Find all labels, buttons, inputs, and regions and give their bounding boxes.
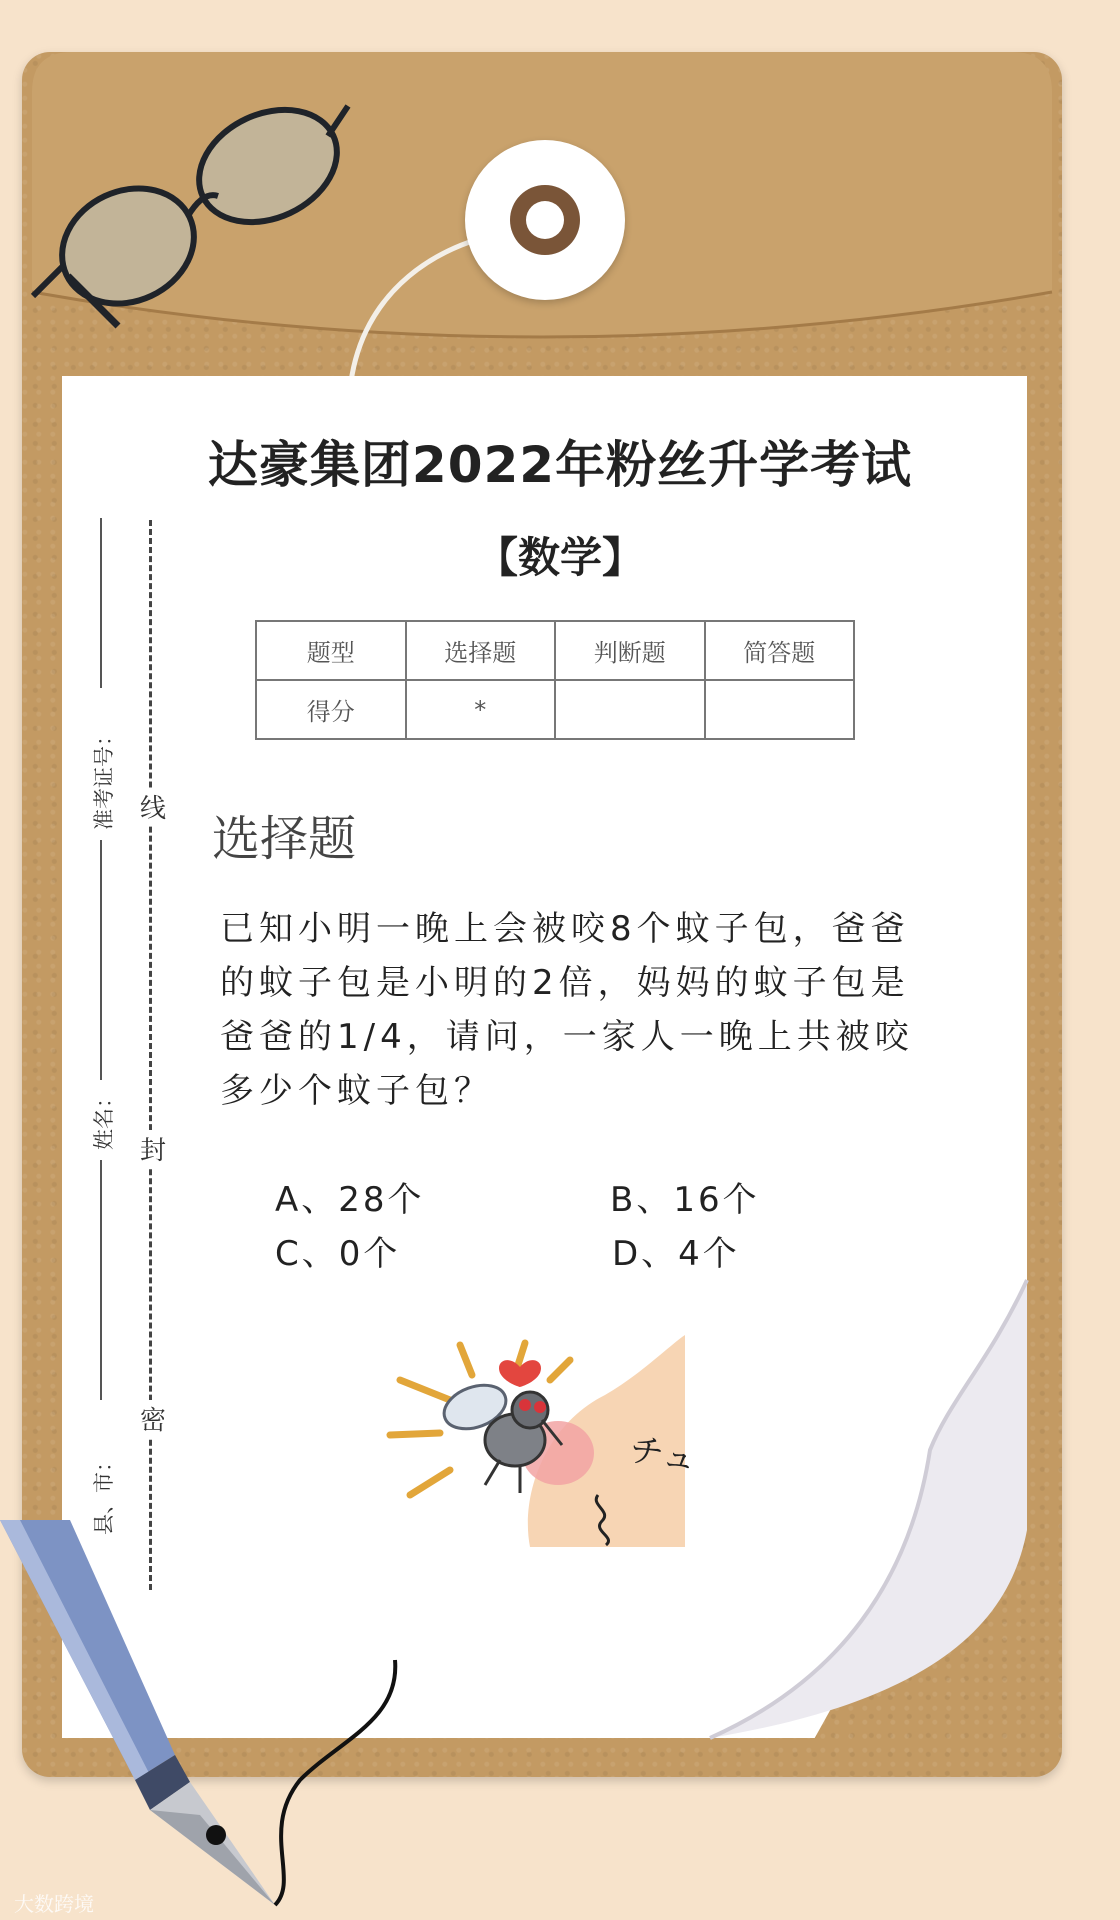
exam-subject: 【数学】 [475, 533, 644, 582]
score-table-cell: 选择题 [406, 621, 556, 680]
envelope-seal [465, 140, 625, 300]
score-table-cell: 简答题 [705, 621, 855, 680]
option-c: C、0个 [275, 1234, 401, 1274]
question-line: 的蚊子包是小明的2倍，妈妈的蚊子包是 [220, 963, 910, 1003]
binding-underline [100, 518, 102, 688]
seal-word-mi: 密 [140, 1400, 166, 1437]
watermark: 大数跨境 [14, 1892, 94, 1916]
score-table [255, 620, 855, 740]
mosquito-illustration [380, 1335, 700, 1547]
score-table-cell: 得分 [256, 680, 406, 739]
option-a: A、28个 [275, 1180, 425, 1220]
kana-text: チュ [626, 1429, 700, 1481]
seal-grommet [510, 185, 580, 255]
question-text [220, 902, 960, 1118]
name-label: 姓名： [92, 1087, 116, 1150]
question-line: 多少个蚊子包？ [220, 1071, 493, 1111]
question-line: 已知小明一晚上会被咬8个蚊子包，爸爸 [220, 909, 910, 949]
page-curl [690, 1280, 1030, 1750]
option-b: B、16个 [610, 1180, 760, 1220]
seal-word-xian: 线 [140, 788, 166, 825]
binding-underline [100, 840, 102, 1080]
exam-number-label: 准考证号： [92, 725, 116, 830]
section-title: 选择题 [212, 811, 357, 867]
county-label: 县、市： [92, 1451, 116, 1535]
score-table-cell: 判断题 [555, 621, 705, 680]
binding-underline [100, 1160, 102, 1400]
option-d: D、4个 [612, 1234, 740, 1274]
score-table-cell: 题型 [256, 621, 406, 680]
score-table-cell: * [406, 680, 556, 739]
exam-title: 达豪集团2022年粉丝升学考试 [207, 436, 913, 494]
fountain-pen-icon [0, 1520, 420, 1920]
score-table-cell [555, 680, 705, 739]
glasses-icon [28, 96, 358, 336]
score-table-header-row [256, 621, 854, 680]
score-table-row [256, 680, 854, 739]
seal-word-feng: 封 [140, 1130, 166, 1167]
question-line: 爸爸的1/4，请问，一家人一晚上共被咬 [220, 1017, 914, 1057]
score-table-cell [705, 680, 855, 739]
